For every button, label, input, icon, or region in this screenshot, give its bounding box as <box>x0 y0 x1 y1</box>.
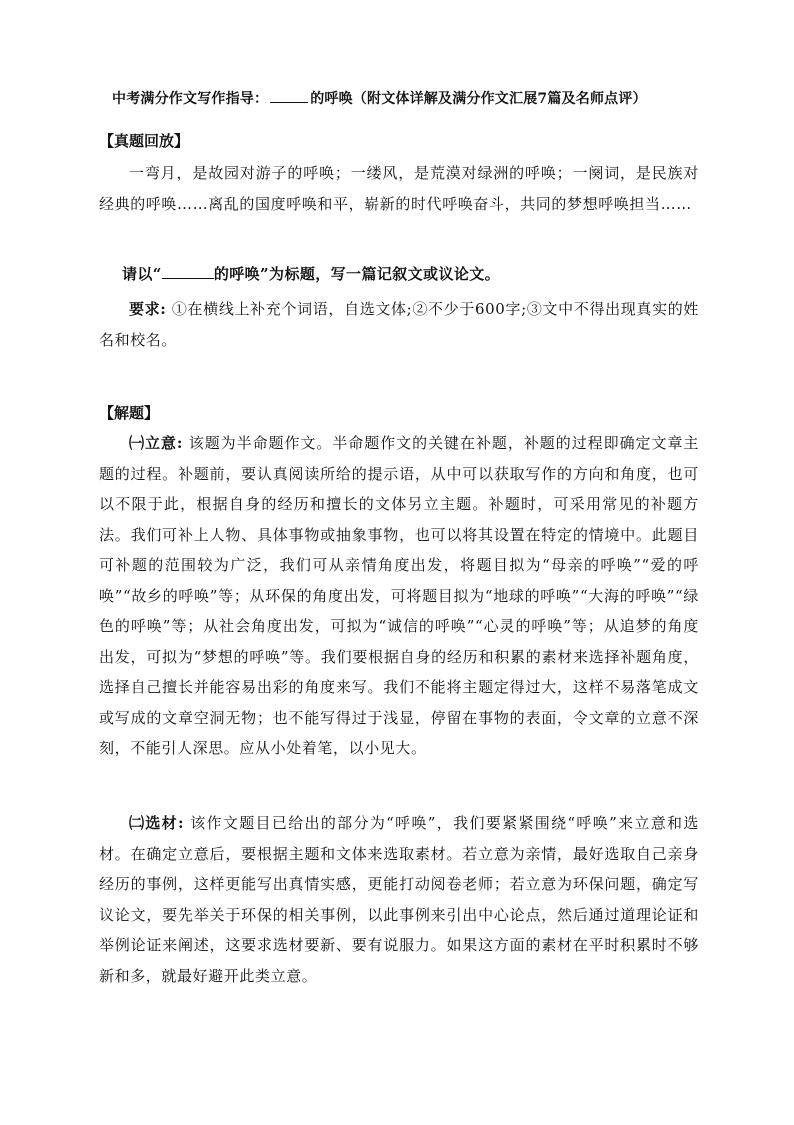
title-blank-line <box>270 90 308 103</box>
analysis-point2-paragraph <box>99 808 699 991</box>
requirements-text: ①在横线上补充个词语，自选文体;②不少于600字;③文中不得出现真实的姓名和校名。 <box>99 300 699 349</box>
section-heading-review: 【真题回放】 <box>99 132 190 150</box>
section-heading-analysis: 【解题】 <box>99 404 160 422</box>
analysis-point1-paragraph <box>99 428 699 764</box>
title-suffix: 的呼唤（附文体详解及满分作文汇展7篇及名师点评） <box>310 91 647 107</box>
point1-text: 该题为半命题作文。半命题作文的关键在补题，补题的过程即确定文章主题的过程。补题前，要认真阅读所给的提示语，从中可以获取写作的方向和角度，也可以不限于此，根据自身的经历和擅长的文体另立主题。补题时，可采用常见的补题方法。我们可补上人物、具体事物或抽象事物，也可以将其设置在特定的情境中。此题目可补题的范围较为广泛，我们可从亲情角度出发，将题目拟为“母亲的呼唤”“爱的呼唤”“故乡的呼唤”等；从环保的角度出发，可将题目拟为“地球的呼唤”“大海的呼唤”“绿色的呼唤”等；从社会角度出发，可拟为“诚信的呼唤”“心灵的呼唤”等；从追梦的角度出发，可拟为“梦想的呼唤”等。我们要根据自身的经历和积累的素材来选择补题角度，选择自己擅长并能容易出彩的角度来写。我们不能将主题定得过大，这样不易落笔成文或写成的文章空洞无物；也不能写得过于浅显，停留在事物的表面，令文章的立意不深刻，不能引人深思。应从小处着笔，以小见大。 <box>99 434 700 757</box>
document-title <box>112 88 712 108</box>
prompt-prefix: 请以“ <box>122 265 162 283</box>
writing-prompt <box>122 263 500 284</box>
prompt-blank-line <box>162 265 214 279</box>
review-intro-paragraph: 一弯月，是故园对游子的呼唤；一缕风，是荒漠对绿洲的呼唤；一阕词，是民族对经典的呼唤……离乱的国度呼唤和平，崭新的时代呼唤奋斗，共同的梦想呼唤担当…… <box>99 164 699 213</box>
point2-label: ㈡选材: <box>129 814 185 832</box>
prompt-suffix: 的呼唤”为标题，写一篇记叙文或议论文。 <box>213 265 501 283</box>
point1-label: ㈠立意: <box>129 434 184 452</box>
requirements-label: 要求: <box>129 300 167 318</box>
title-prefix: 中考满分作文写作指导： <box>112 91 269 107</box>
requirements-paragraph <box>99 294 699 355</box>
point2-text: 该作文题目已给出的部分为“呼唤”，我们要紧紧围绕“呼唤”来立意和选材。在确定立意后，要根据主题和文体来选取素材。若立意为亲情，最好选取自己亲身经历的事例，这样更能写出真情实感，更能打动阅卷老师；若立意为环保问题，确定写议论文，要先举关于环保的相关事例，以此事例来引出中心论点，然后通过道理论证和举例论证来阐述，这要求选材要新、要有说服力。如果这方面的素材在平时积累时不够新和多，就最好避开此类立意。 <box>99 814 699 985</box>
